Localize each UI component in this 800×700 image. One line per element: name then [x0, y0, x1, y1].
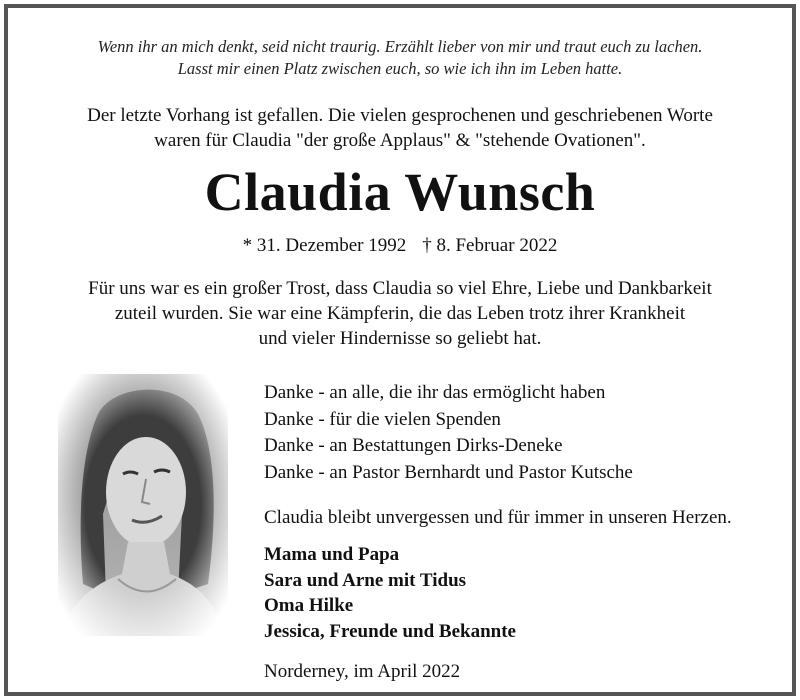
- tribute-line: und vieler Hindernisse so geliebt hat.: [258, 328, 542, 349]
- thanks-item: Danke - für die vielen Spenden: [264, 408, 501, 430]
- intro-line: waren für Claudia "der große Applaus" & "stehende Ovationen".: [154, 130, 646, 151]
- mourners-list: [264, 542, 516, 644]
- thanks-item: Danke - an Pastor Bernhardt und Pastor Kutsche: [264, 461, 633, 483]
- portrait-photo: [58, 374, 228, 636]
- tribute-line: Für uns war es ein großer Trost, dass Claudia so viel Ehre, Liebe und Dankbarkeit: [88, 278, 712, 299]
- tribute-text: [8, 276, 792, 351]
- mourner: Mama und Papa: [264, 544, 400, 565]
- death-date: † 8. Februar 2022: [422, 235, 558, 256]
- birth-date: * 31. Dezember 1992: [242, 235, 407, 256]
- intro-text: [8, 103, 792, 153]
- mourner: Sara und Arne mit Tidus: [264, 569, 467, 591]
- thanks-list: [264, 380, 633, 486]
- place-date: Norderney, im April 2022: [264, 661, 461, 682]
- thanks-item: Danke - an alle, die ihr das ermöglicht haben: [264, 382, 606, 403]
- deceased-name: Claudia Wunsch: [204, 162, 596, 222]
- poem-line: Lasst mir einen Platz zwischen euch, so wie ich ihn im Leben hatte.: [177, 59, 623, 78]
- obituary-frame: [4, 4, 796, 696]
- mourner: Jessica, Freunde und Bekannte: [264, 620, 516, 642]
- remembrance-text: Claudia bleibt unvergessen und für immer in unseren Herzen.: [264, 507, 732, 528]
- mourner: Oma Hilke: [264, 595, 354, 616]
- tribute-line: zuteil wurden. Sie war eine Kämpferin, die das Leben trotz ihrer Krankheit: [114, 303, 686, 324]
- poem-line: Wenn ihr an mich denkt, seid nicht traurig. Erzählt lieber von mir und traut euch zu lachen.: [97, 37, 703, 56]
- intro-line: Der letzte Vorhang ist gefallen. Die vielen gesprochenen und geschriebenen Worte: [87, 105, 713, 126]
- thanks-item: Danke - an Bestattungen Dirks-Deneke: [264, 435, 563, 456]
- life-dates: [8, 234, 792, 258]
- poem-quote: [8, 36, 792, 80]
